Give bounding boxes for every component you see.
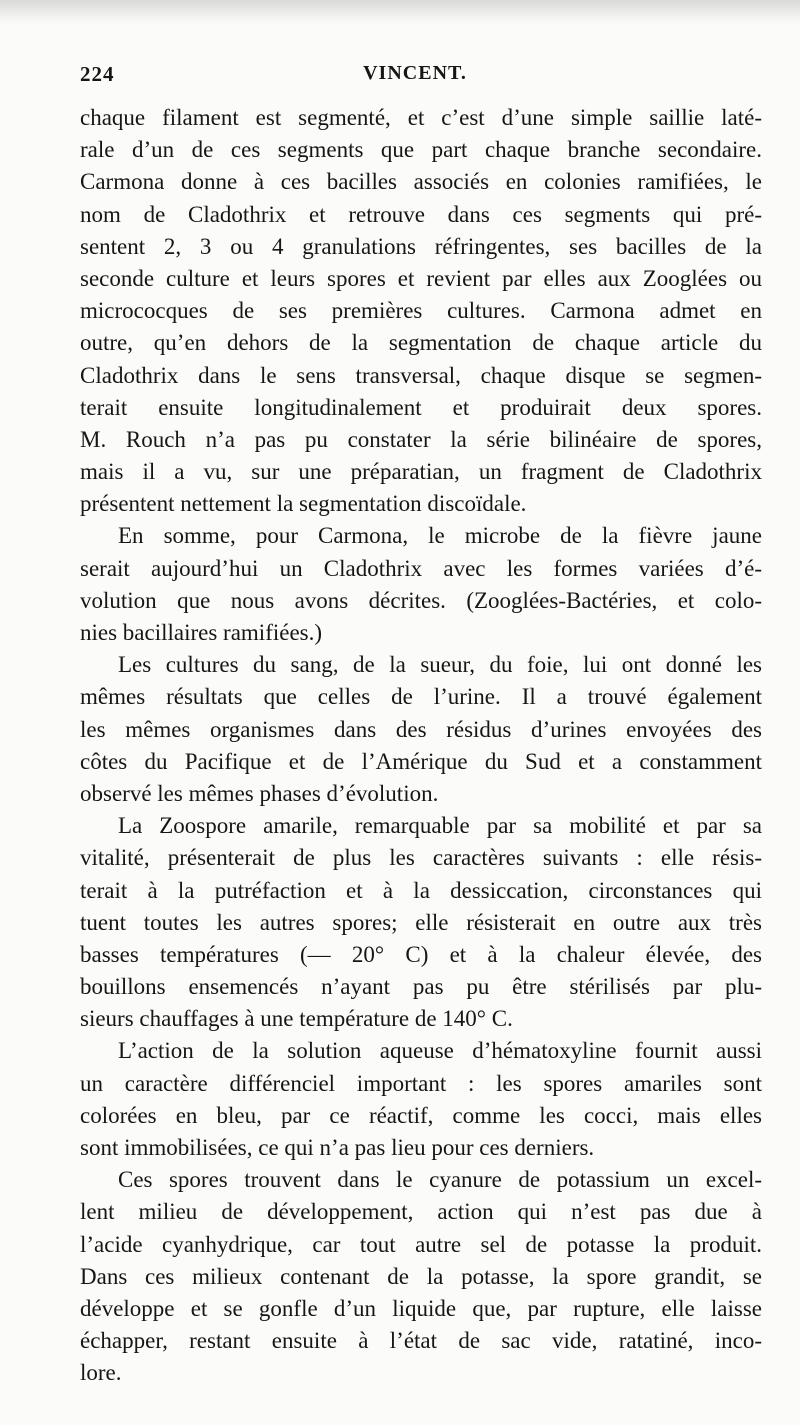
paragraph-end-line: observé les mêmes phases d’évolution. (80, 780, 439, 806)
text-line: lent milieu de développement, action qui n’est pas due à (80, 1199, 762, 1225)
body-text (80, 102, 762, 1390)
page-number: 224 (80, 62, 115, 86)
text-line: mais il a vu, sur une préparatian, un fragment de Cladothrix (80, 459, 762, 485)
text-line: seconde culture et leurs spores et revient par elles aux Zooglées ou (80, 265, 762, 291)
text-line: basses températures (— 20° C) et à la chaleur élevée, des (80, 941, 762, 967)
text-line: côtes du Pacifique et de l’Amérique du Sud et a constamment (80, 748, 762, 774)
text-line: développe et se gonfle d’un liquide que, par rupture, elle laisse (80, 1295, 762, 1321)
paragraph-start-line: Ces spores trouvent dans le cyanure de potassium un excel- (118, 1167, 762, 1193)
paragraph-end-line: lore. (80, 1360, 122, 1386)
text-line: Cladothrix dans le sens transversal, chaque disque se segmen- (80, 362, 762, 388)
paragraph-start-line: L’action de la solution aqueuse d’hématoxyline fournit aussi (118, 1038, 762, 1064)
page-header (80, 62, 750, 92)
paragraph-end-line: sieurs chauffages à une température de 140° C. (80, 1006, 513, 1032)
paragraph-start-line: Les cultures du sang, de la sueur, du foie, lui ont donné les (118, 652, 762, 678)
text-line: Dans ces milieux contenant de la potasse, la spore grandit, se (80, 1263, 762, 1289)
text-line: terait à la putréfaction et à la dessiccation, circonstances qui (80, 877, 762, 903)
text-line: l’acide cyanhydrique, car tout autre sel de potasse la produit. (80, 1231, 762, 1257)
paragraph-end-line: présentent nettement la segmentation discoïdale. (80, 491, 527, 517)
text-line: colorées en bleu, par ce réactif, comme les cocci, mais elles (80, 1102, 762, 1128)
text-line: chaque filament est segmenté, et c’est d’une simple saillie laté- (80, 105, 762, 130)
text-line: Carmona donne à ces bacilles associés en colonies ramifiées, le (80, 169, 762, 195)
text-line: sentent 2, 3 ou 4 granulations réfringentes, ses bacilles de la (80, 233, 762, 259)
scan-top-edge (0, 0, 800, 26)
text-line: serait aujourd’hui un Cladothrix avec les formes variées d’é- (80, 555, 762, 581)
paragraph-end-line: sont immobilisées, ce qui n’a pas lieu pour ces derniers. (80, 1135, 595, 1160)
text-line: bouillons ensemencés n’ayant pas pu être stérilisés par plu- (80, 974, 762, 1000)
text-line: un caractère différenciel important : les spores amariles sont (80, 1070, 762, 1096)
paragraph-start-line: En somme, pour Carmona, le microbe de la fièvre jaune (118, 523, 762, 549)
text-line: échapper, restant ensuite à l’état de sac vide, ratatiné, inco- (80, 1328, 762, 1354)
text-line: mêmes résultats que celles de l’urine. Il a trouvé également (80, 684, 762, 710)
text-line: nom de Cladothrix et retrouve dans ces segments qui pré- (80, 201, 762, 227)
text-line: vitalité, présenterait de plus les caractères suivants : elle résis- (80, 845, 762, 871)
text-line: M. Rouch n’a pas pu constater la série bilinéaire de spores, (80, 426, 762, 452)
paragraph-start-line: La Zoospore amarile, remarquable par sa mobilité et par sa (118, 813, 762, 839)
running-head: VINCENT. (363, 62, 467, 84)
text-line: tuent toutes les autres spores; elle résisterait en outre aux très (80, 909, 762, 935)
text-line: micrococques de ses premières cultures. Carmona admet en (80, 298, 762, 324)
text-line: les mêmes organismes dans des résidus d’urines envoyées des (80, 716, 762, 742)
text-line: terait ensuite longitudinalement et produirait deux spores. (80, 394, 762, 420)
text-line: rale d’un de ces segments que part chaque branche secondaire. (80, 137, 762, 163)
text-line: volution que nous avons décrites. (Zooglées-Bactéries, et colo- (80, 587, 762, 613)
paragraph-end-line: nies bacillaires ramifiées.) (80, 620, 323, 645)
text-line: outre, qu’en dehors de la segmentation de chaque article du (80, 330, 762, 356)
